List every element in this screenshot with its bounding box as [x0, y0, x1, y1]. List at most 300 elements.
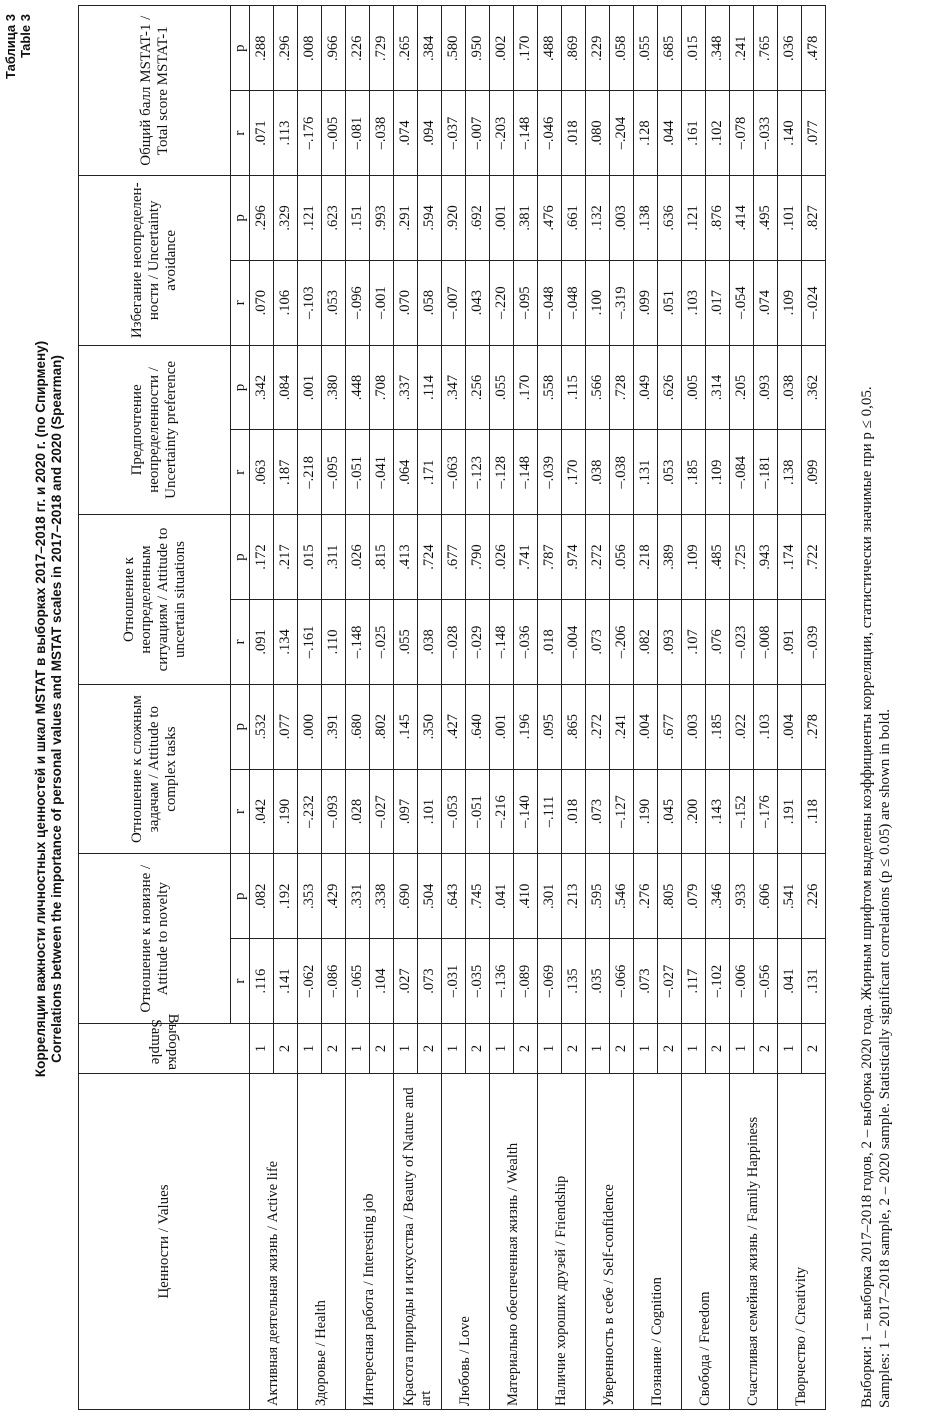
- r-value: .080: [586, 91, 610, 176]
- r-value: .106: [274, 260, 298, 345]
- p-value: .815: [370, 515, 394, 600]
- r-value: –.148: [490, 600, 514, 685]
- r-value: –.176: [298, 91, 322, 176]
- p-value: .192: [274, 854, 298, 939]
- p-value: .389: [658, 515, 682, 600]
- r-value: –.161: [298, 600, 322, 685]
- r-value: .044: [658, 91, 682, 176]
- r-value: .143: [706, 769, 730, 854]
- p-value: .121: [682, 175, 706, 260]
- p-value: .362: [802, 345, 826, 430]
- r-value: –.319: [610, 260, 634, 345]
- value-name: Творчество / Creativity: [778, 1074, 826, 1410]
- p-value: .787: [538, 515, 562, 600]
- r-value: –.005: [322, 91, 346, 176]
- r-value: –.096: [346, 260, 370, 345]
- scale-header: Избегание неопределенности / Uncertainty avoidance: [79, 175, 231, 345]
- table-number-en: Table 3: [18, 14, 33, 58]
- p-value: .933: [730, 854, 754, 939]
- r-value: –.024: [802, 260, 826, 345]
- r-value: –.051: [346, 430, 370, 515]
- p-value: .093: [754, 345, 778, 430]
- r-value: .100: [586, 260, 610, 345]
- value-name: Познание / Cognition: [634, 1074, 682, 1410]
- r-value: .190: [274, 769, 298, 854]
- r-value: –.066: [610, 939, 634, 1024]
- p-value: .640: [466, 684, 490, 769]
- p-value: .170: [514, 6, 538, 91]
- r-value: .131: [634, 430, 658, 515]
- p-value: .485: [706, 515, 730, 600]
- sample-number: 2: [754, 1024, 778, 1074]
- r-value: –.086: [322, 939, 346, 1024]
- p-value: .690: [394, 854, 418, 939]
- p-value: .495: [754, 175, 778, 260]
- p-value: .056: [610, 515, 634, 600]
- value-name: Красота природы и искусства / Beauty of Nature and art: [394, 1074, 442, 1410]
- value-name: Свобода / Freedom: [682, 1074, 730, 1410]
- sample-number: 2: [466, 1024, 490, 1074]
- p-value: .724: [418, 515, 442, 600]
- table-title-ru: Корреляции важности личностных ценностей и шкал MSTAT в выборках 2017–2018 гг. и 2020 г. (по Спирмену): [33, 340, 48, 1078]
- sample-header: [79, 1013, 250, 1074]
- p-value: .301: [538, 854, 562, 939]
- r-value: –.048: [562, 260, 586, 345]
- p-header: p: [231, 684, 250, 769]
- r-value: –.204: [610, 91, 634, 176]
- p-value: .729: [370, 6, 394, 91]
- p-value: .606: [754, 854, 778, 939]
- p-value: .311: [322, 515, 346, 600]
- sample-number: 1: [586, 1024, 610, 1074]
- p-value: .115: [562, 345, 586, 430]
- p-value: .865: [562, 684, 586, 769]
- scale-header: Отношение к новизне / Attitude to novelty: [79, 854, 231, 1024]
- r-header: r: [231, 91, 250, 176]
- p-value: .677: [658, 684, 682, 769]
- values-header: Ценности / Values: [79, 1074, 250, 1410]
- p-value: .121: [298, 175, 322, 260]
- p-value: .329: [274, 175, 298, 260]
- r-value: .097: [394, 769, 418, 854]
- r-value: .109: [778, 260, 802, 345]
- r-value: .017: [706, 260, 730, 345]
- p-value: .993: [370, 175, 394, 260]
- p-header: p: [231, 345, 250, 430]
- p-value: .745: [466, 854, 490, 939]
- p-value: .661: [562, 175, 586, 260]
- table-row: [346, 6, 370, 1410]
- p-value: .827: [802, 175, 826, 260]
- r-value: –.007: [466, 91, 490, 176]
- r-value: –.054: [730, 260, 754, 345]
- r-value: –.128: [490, 430, 514, 515]
- p-value: .265: [394, 6, 418, 91]
- p-value: .381: [514, 175, 538, 260]
- p-value: .384: [418, 6, 442, 91]
- p-header: p: [231, 6, 250, 91]
- p-header: p: [231, 515, 250, 600]
- p-value: .278: [802, 684, 826, 769]
- r-value: .076: [706, 600, 730, 685]
- r-value: –.203: [490, 91, 514, 176]
- table-number: [3, 14, 33, 79]
- r-value: .093: [658, 600, 682, 685]
- r-value: .101: [418, 769, 442, 854]
- p-value: .594: [418, 175, 442, 260]
- r-value: –.062: [298, 939, 322, 1024]
- r-value: –.081: [346, 91, 370, 176]
- p-value: .790: [466, 515, 490, 600]
- r-value: .091: [778, 600, 802, 685]
- p-value: .350: [418, 684, 442, 769]
- r-value: –.038: [610, 430, 634, 515]
- scale-header: Отношение к сложным задачам / Attitude to complex tasks: [79, 684, 231, 854]
- r-value: .200: [682, 769, 706, 854]
- r-value: .018: [562, 769, 586, 854]
- p-value: .185: [706, 684, 730, 769]
- r-value: –.048: [538, 260, 562, 345]
- value-name: Интересная работа / Interesting job: [346, 1074, 394, 1410]
- r-value: –.033: [754, 91, 778, 176]
- r-value: –.056: [754, 939, 778, 1024]
- p-value: .138: [634, 175, 658, 260]
- p-value: .004: [778, 684, 802, 769]
- r-value: –.095: [514, 260, 538, 345]
- r-value: .018: [538, 600, 562, 685]
- sample-number: 2: [370, 1024, 394, 1074]
- p-value: .172: [250, 515, 274, 600]
- p-value: .000: [298, 684, 322, 769]
- r-value: .161: [682, 91, 706, 176]
- r-value: .190: [634, 769, 658, 854]
- p-value: .291: [394, 175, 418, 260]
- r-value: –.053: [442, 769, 466, 854]
- sample-number: 2: [610, 1024, 634, 1074]
- sample-number: 1: [778, 1024, 802, 1074]
- table-row: [490, 6, 514, 1410]
- p-value: .476: [538, 175, 562, 260]
- table-row: [394, 6, 418, 1410]
- p-value: .058: [610, 6, 634, 91]
- value-name: Наличие хороших друзей / Friendship: [538, 1074, 586, 1410]
- p-value: .410: [514, 854, 538, 939]
- sample-number: 2: [562, 1024, 586, 1074]
- table-row: [442, 6, 466, 1410]
- r-value: .191: [778, 769, 802, 854]
- r-value: –.035: [466, 939, 490, 1024]
- p-value: .077: [274, 684, 298, 769]
- r-value: –.127: [610, 769, 634, 854]
- r-value: –.029: [466, 600, 490, 685]
- r-value: .113: [274, 91, 298, 176]
- r-value: –.069: [538, 939, 562, 1024]
- p-value: .132: [586, 175, 610, 260]
- r-value: .064: [394, 430, 418, 515]
- r-value: –.036: [514, 600, 538, 685]
- r-value: .070: [394, 260, 418, 345]
- p-value: .692: [466, 175, 490, 260]
- table-row: [586, 6, 610, 1410]
- r-value: .073: [586, 600, 610, 685]
- r-value: .185: [682, 430, 706, 515]
- notes-en: Samples: 1 – 2017–2018 sample, 2 – 2020 sample. Statistically significant correlations (p ≤ 0.05) are shown in bold.: [877, 709, 893, 1408]
- r-value: –.027: [370, 769, 394, 854]
- sample-number: 1: [682, 1024, 706, 1074]
- p-value: .041: [490, 854, 514, 939]
- r-value: .053: [322, 260, 346, 345]
- p-value: .001: [298, 345, 322, 430]
- p-value: .213: [562, 854, 586, 939]
- p-value: .950: [466, 6, 490, 91]
- r-value: .027: [394, 939, 418, 1024]
- r-value: –.063: [442, 430, 466, 515]
- p-value: .256: [466, 345, 490, 430]
- value-name: Любовь / Love: [442, 1074, 490, 1410]
- p-value: .805: [658, 854, 682, 939]
- r-value: .099: [802, 430, 826, 515]
- p-value: .241: [730, 6, 754, 91]
- p-value: .026: [346, 515, 370, 600]
- r-value: .110: [322, 600, 346, 685]
- sample-number: 2: [322, 1024, 346, 1074]
- r-header: r: [231, 260, 250, 345]
- p-value: .429: [322, 854, 346, 939]
- p-value: .876: [706, 175, 730, 260]
- p-value: .015: [682, 6, 706, 91]
- p-value: .636: [658, 175, 682, 260]
- r-value: .042: [250, 769, 274, 854]
- r-value: –.148: [514, 430, 538, 515]
- r-value: –.051: [466, 769, 490, 854]
- r-value: .063: [250, 430, 274, 515]
- sample-number: 2: [658, 1024, 682, 1074]
- p-value: .101: [778, 175, 802, 260]
- r-value: .116: [250, 939, 274, 1024]
- p-value: .049: [634, 345, 658, 430]
- sample-number: 1: [730, 1024, 754, 1074]
- r-value: .102: [706, 91, 730, 176]
- correlation-table: [78, 5, 826, 1410]
- p-header: p: [231, 854, 250, 939]
- p-value: .643: [442, 854, 466, 939]
- r-value: –.148: [514, 91, 538, 176]
- p-value: .342: [250, 345, 274, 430]
- r-value: .073: [634, 939, 658, 1024]
- r-value: .134: [274, 600, 298, 685]
- p-value: .022: [730, 684, 754, 769]
- r-header: r: [231, 769, 250, 854]
- r-value: .082: [634, 600, 658, 685]
- p-value: .448: [346, 345, 370, 430]
- p-value: .331: [346, 854, 370, 939]
- p-value: .595: [586, 854, 610, 939]
- p-value: .226: [802, 854, 826, 939]
- value-name: Материально обеспеченная жизнь / Wealth: [490, 1074, 538, 1410]
- table-row: [730, 6, 754, 1410]
- sample-number: 1: [490, 1024, 514, 1074]
- r-value: .140: [778, 91, 802, 176]
- r-value: –.037: [442, 91, 466, 176]
- p-value: .229: [586, 6, 610, 91]
- r-value: .038: [586, 430, 610, 515]
- r-value: .051: [658, 260, 682, 345]
- sample-number: 2: [514, 1024, 538, 1074]
- sample-number: 1: [538, 1024, 562, 1074]
- r-value: .187: [274, 430, 298, 515]
- p-value: .079: [682, 854, 706, 939]
- r-value: –.152: [730, 769, 754, 854]
- table-row: [778, 6, 802, 1410]
- value-name: Активная деятельная жизнь / Active life: [250, 1074, 298, 1410]
- sample-number: 1: [442, 1024, 466, 1074]
- p-value: .288: [250, 6, 274, 91]
- r-value: –.218: [298, 430, 322, 515]
- r-value: .131: [802, 939, 826, 1024]
- r-value: –.008: [754, 600, 778, 685]
- r-value: .107: [682, 600, 706, 685]
- scale-header: Отношение к неопределенным ситуациям / Attitude to uncertain situations: [79, 515, 231, 685]
- r-header: r: [231, 430, 250, 515]
- p-value: .623: [322, 175, 346, 260]
- r-value: –.028: [442, 600, 466, 685]
- p-value: .226: [346, 6, 370, 91]
- r-value: .077: [802, 91, 826, 176]
- r-value: .028: [346, 769, 370, 854]
- p-value: .174: [778, 515, 802, 600]
- r-value: .109: [706, 430, 730, 515]
- r-value: –.041: [370, 430, 394, 515]
- p-value: .276: [634, 854, 658, 939]
- p-value: .114: [418, 345, 442, 430]
- p-value: .869: [562, 6, 586, 91]
- r-value: –.136: [490, 939, 514, 1024]
- p-value: .084: [274, 345, 298, 430]
- p-value: .145: [394, 684, 418, 769]
- r-value: –.039: [538, 430, 562, 515]
- value-name: Счастливая семейная жизнь / Family Happiness: [730, 1074, 778, 1410]
- r-value: .071: [250, 91, 274, 176]
- r-value: .128: [634, 91, 658, 176]
- r-value: .073: [586, 769, 610, 854]
- p-value: .708: [370, 345, 394, 430]
- p-value: .314: [706, 345, 730, 430]
- p-value: .680: [346, 684, 370, 769]
- p-value: .055: [634, 6, 658, 91]
- p-value: .002: [490, 6, 514, 91]
- table-notes: [858, 8, 894, 1408]
- p-value: .546: [610, 854, 634, 939]
- p-value: .558: [538, 345, 562, 430]
- p-value: .026: [490, 515, 514, 600]
- p-value: .765: [754, 6, 778, 91]
- r-value: .055: [394, 600, 418, 685]
- r-value: –.181: [754, 430, 778, 515]
- r-value: .138: [778, 430, 802, 515]
- p-value: .338: [370, 854, 394, 939]
- r-value: .045: [658, 769, 682, 854]
- p-value: .218: [634, 515, 658, 600]
- p-value: .082: [250, 854, 274, 939]
- p-value: .728: [610, 345, 634, 430]
- r-value: –.001: [370, 260, 394, 345]
- r-value: .094: [418, 91, 442, 176]
- r-value: –.025: [370, 600, 394, 685]
- p-value: .055: [490, 345, 514, 430]
- r-value: –.006: [730, 939, 754, 1024]
- r-value: .141: [274, 939, 298, 1024]
- r-value: .170: [562, 430, 586, 515]
- r-value: .073: [418, 939, 442, 1024]
- p-value: .722: [802, 515, 826, 600]
- r-value: –.004: [562, 600, 586, 685]
- p-value: .974: [562, 515, 586, 600]
- r-value: .041: [778, 939, 802, 1024]
- p-value: .347: [442, 345, 466, 430]
- p-value: .241: [610, 684, 634, 769]
- p-value: .296: [250, 175, 274, 260]
- p-value: .504: [418, 854, 442, 939]
- r-value: –.027: [658, 939, 682, 1024]
- r-value: –.102: [706, 939, 730, 1024]
- r-value: –.078: [730, 91, 754, 176]
- p-value: .353: [298, 854, 322, 939]
- p-value: .725: [730, 515, 754, 600]
- sample-number: 2: [418, 1024, 442, 1074]
- r-value: .038: [418, 600, 442, 685]
- sample-number: 2: [802, 1024, 826, 1074]
- value-name: Уверенность в себе / Self-confidence: [586, 1074, 634, 1410]
- r-header: r: [231, 939, 250, 1024]
- p-value: .943: [754, 515, 778, 600]
- r-value: .074: [394, 91, 418, 176]
- p-value: .003: [682, 684, 706, 769]
- p-value: .217: [274, 515, 298, 600]
- table-row: [538, 6, 562, 1410]
- p-value: .566: [586, 345, 610, 430]
- sample-number: 1: [346, 1024, 370, 1074]
- r-value: –.065: [346, 939, 370, 1024]
- p-value: .095: [538, 684, 562, 769]
- r-value: –.176: [754, 769, 778, 854]
- r-value: –.023: [730, 600, 754, 685]
- sample-number: 2: [274, 1024, 298, 1074]
- sample-number: 1: [394, 1024, 418, 1074]
- r-value: –.095: [322, 430, 346, 515]
- p-value: .038: [778, 345, 802, 430]
- r-value: –.039: [802, 600, 826, 685]
- table-body: [250, 6, 826, 1410]
- scale-header: Предпочтение неопределенности / Uncertainty preference: [79, 345, 231, 515]
- p-value: .004: [634, 684, 658, 769]
- r-value: –.232: [298, 769, 322, 854]
- r-value: .035: [586, 939, 610, 1024]
- table-title-en: Correlations between the importance of personal values and MSTAT scales in 2017–2018 and 2020 (Spearman): [49, 355, 64, 1063]
- p-value: .966: [322, 6, 346, 91]
- p-value: .337: [394, 345, 418, 430]
- r-value: –.123: [466, 430, 490, 515]
- p-value: .003: [610, 175, 634, 260]
- p-value: .170: [514, 345, 538, 430]
- p-value: .005: [682, 345, 706, 430]
- r-value: .117: [682, 939, 706, 1024]
- p-header: p: [231, 175, 250, 260]
- p-value: .391: [322, 684, 346, 769]
- p-value: .272: [586, 684, 610, 769]
- p-value: .346: [706, 854, 730, 939]
- p-value: .741: [514, 515, 538, 600]
- p-value: .008: [298, 6, 322, 91]
